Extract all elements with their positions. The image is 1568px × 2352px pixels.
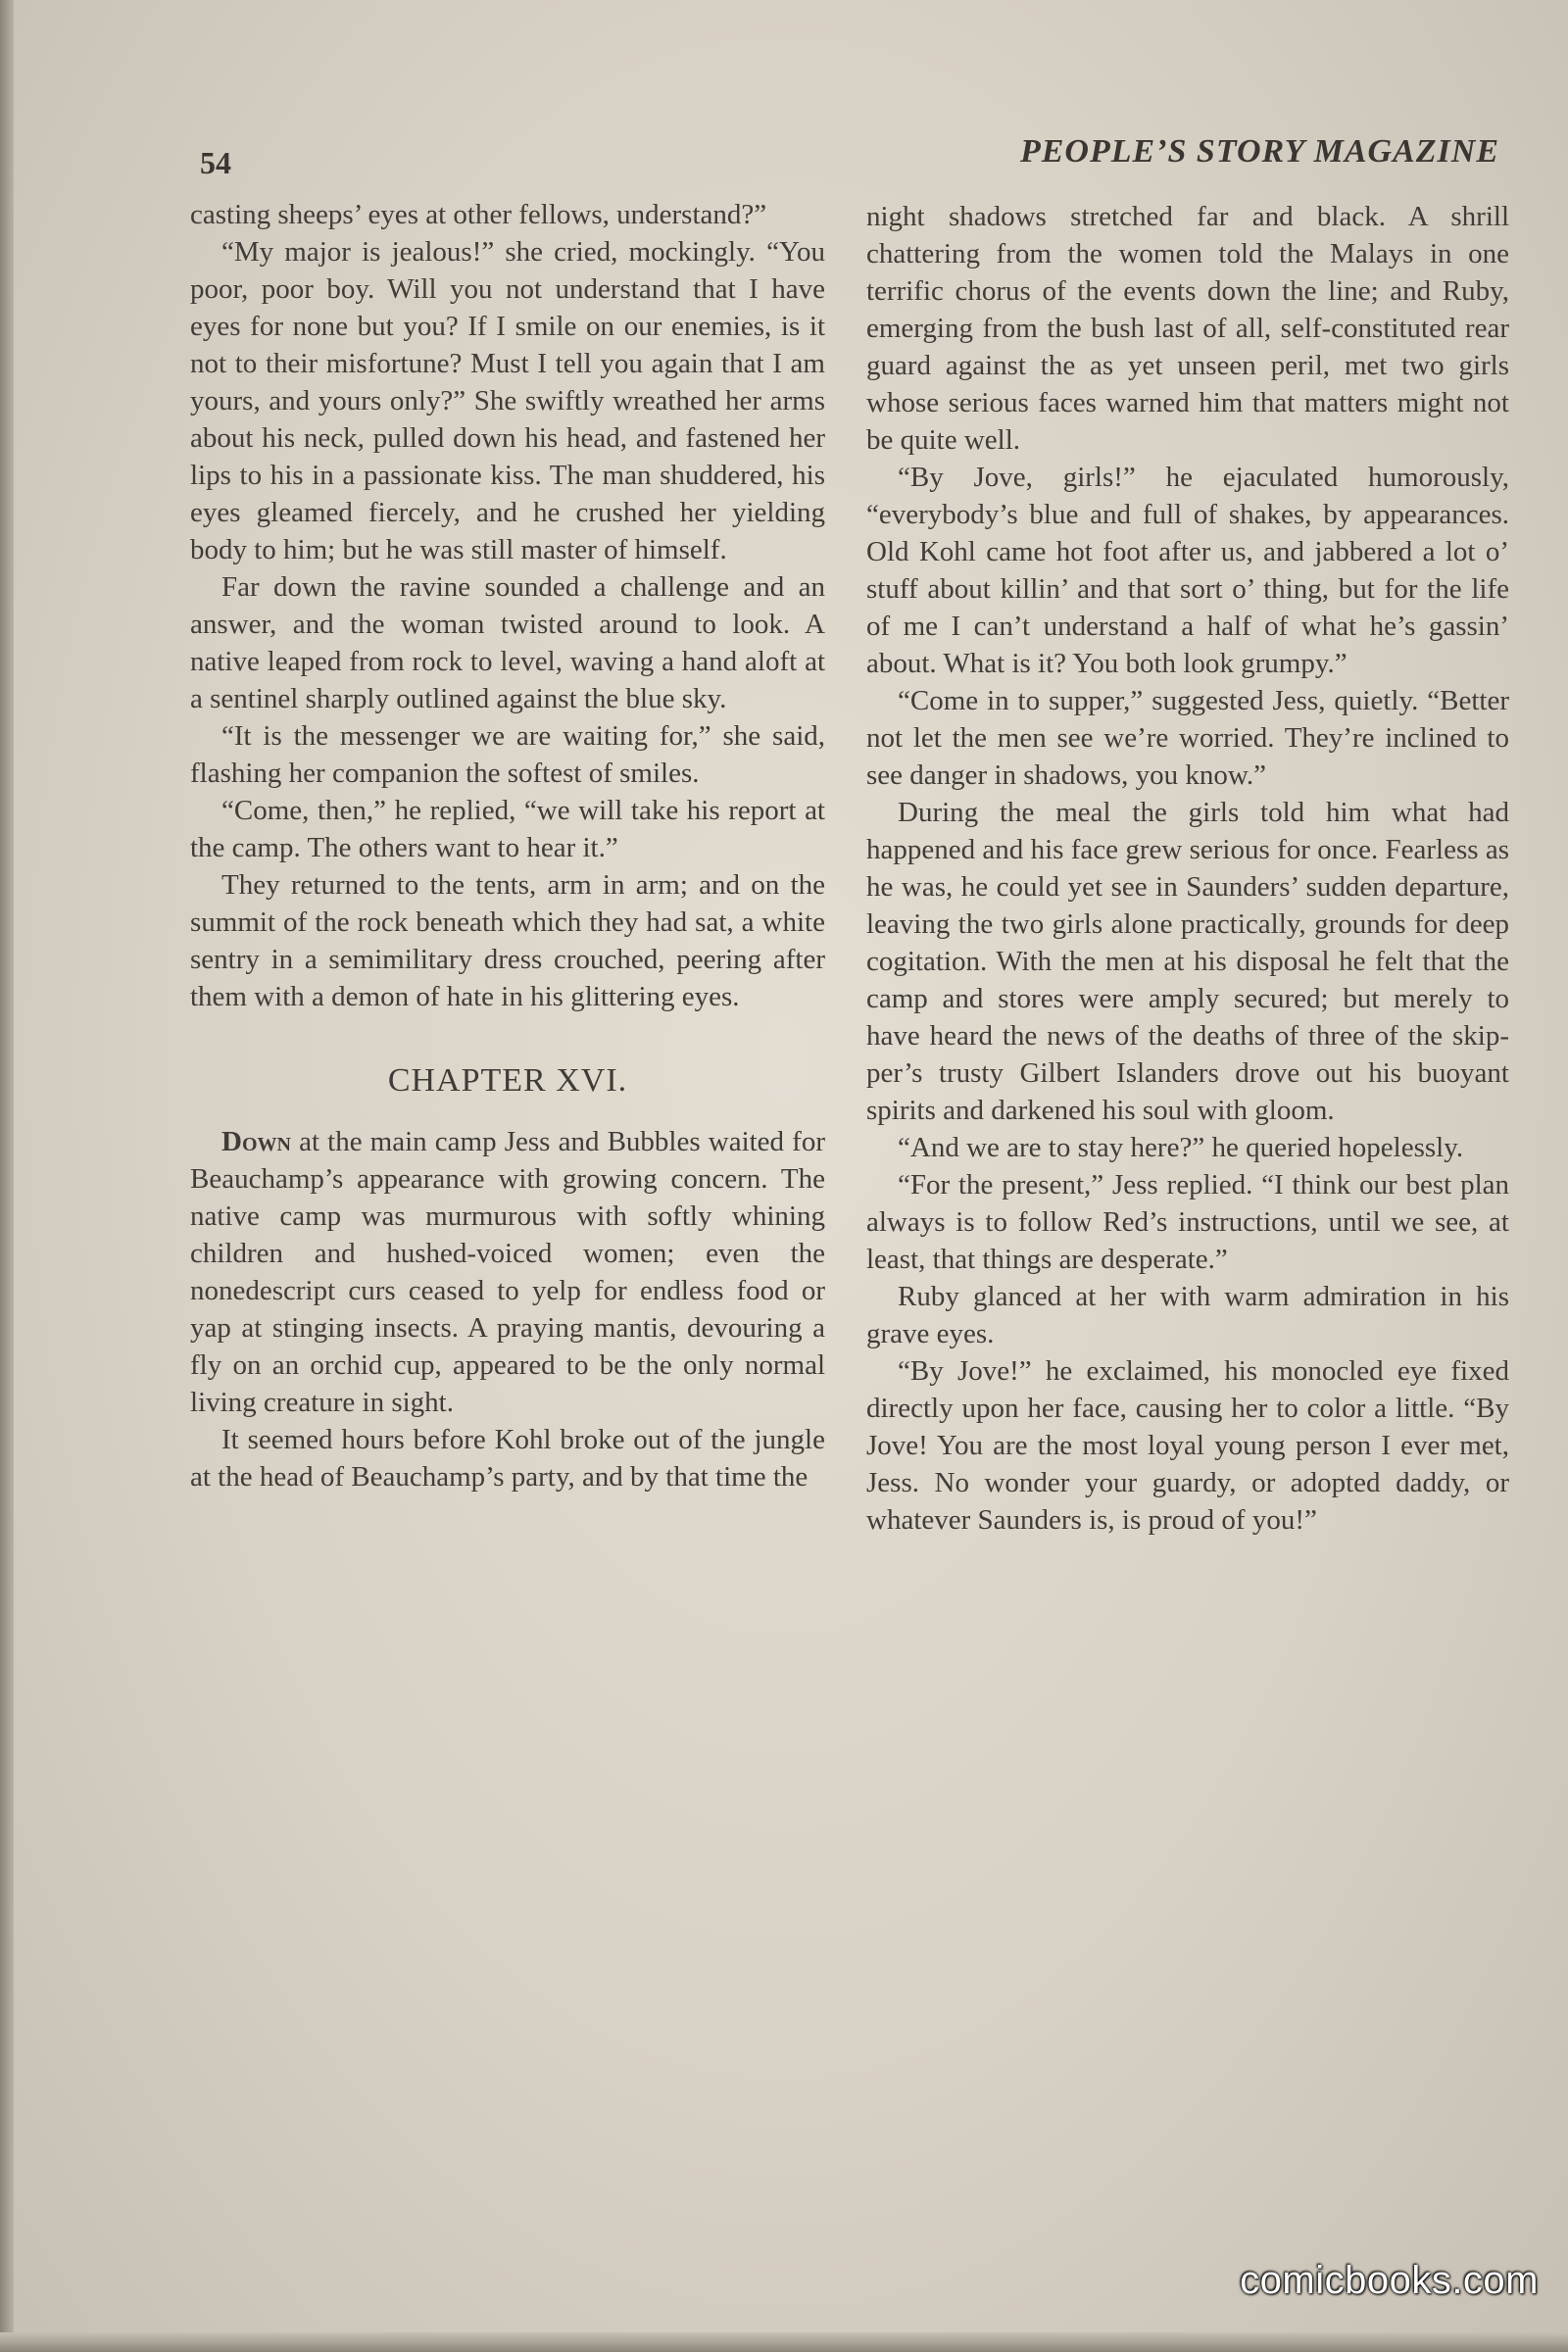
paragraph: “It is the messenger we are waiting for,” she said, flashing her companion the softest of smiles. — [190, 720, 825, 789]
page-number: 54 — [200, 145, 231, 180]
chapter-lead-word: Down — [221, 1126, 291, 1157]
right-column — [866, 198, 1509, 1539]
left-column — [190, 196, 825, 1495]
paragraph-text: at the main camp Jess and Bubbles waited for Beauchamp’s appearance with growing concern. The native camp was murmurous with softly whining children and hushed-voiced women; even the nonedescript curs ceased to yelp for endless food or yap at stinging insects. A praying mantis, devouring a fly on an orchid cup, appeared to be the only normal living creature in sight. — [190, 1126, 825, 1418]
paragraph: “Come, then,” he replied, “we will take his report at the camp. The others want to hear it.” — [190, 795, 825, 863]
paragraph: “And we are to stay here?” he queried hopelessly. — [898, 1132, 1464, 1163]
site-watermark: comicbooks.com — [1240, 2259, 1539, 2302]
paragraph: Far down the ravine sounded a challenge and an answer, and the woman twisted around to look. A native leaped from rock to level, waving a hand aloft at a sentinel sharply outlined against the blue sky. — [190, 571, 825, 714]
page-bottom-shadow — [0, 2332, 1568, 2352]
running-head: PEOPLE’S STORY MAGAZINE — [1019, 133, 1499, 170]
paragraph: “Come in to supper,” suggested Jess, quietly. “Better not let the men see we’re worried. They’re inclined to see danger in shadows, you know.” — [866, 685, 1509, 791]
paragraph: During the meal the girls told him what had happened and his face grew serious for once. Fearless as he was, he could yet see in Saunders’ sudden departure, leaving the two girls alone practically, grounds for deep cogitation. With the men at his disposal he felt that the camp and stores were amply secured; but merely to have heard the news of the deaths of three of the skipper’s trusty Gilbert Islanders drove out his buoyant spirits and darkened his soul with gloom. — [866, 797, 1509, 1126]
paragraph: casting sheeps’ eyes at other fellows, understand?” — [190, 199, 767, 230]
paragraph: “For the present,” Jess replied. “I think our best plan always is to follow Red’s instructions, until we see, at least, that things are desperate.” — [866, 1169, 1509, 1275]
paragraph — [190, 1123, 825, 1421]
paragraph: “By Jove, girls!” he ejaculated humorously, “everybody’s blue and full of shakes, by appearances. Old Kohl came hot foot after us, and jabbered a lot o’ stuff about killin’ and that sort o’ thing, but for the life of me I can’t understand a half of what he’s gassin’ about. What is it? You both look grumpy.” — [866, 462, 1509, 679]
paragraph: They returned to the tents, arm in arm; and on the summit of the rock beneath which they had sat, a white sentry in a semimilitary dress crouched, peering after them with a demon of hate in his glittering eyes. — [190, 869, 825, 1012]
paragraph: It seemed hours before Kohl broke out of the jungle at the head of Beauchamp’s party, and by that time the — [190, 1424, 825, 1493]
page-spine-shadow — [0, 0, 14, 2352]
paragraph: night shadows stretched far and black. A shrill chattering from the women told the Malays in one terrific chorus of the events down the line; and Ruby, emerging from the bush last of all, self-constituted rear guard against the as yet unseen peril, met two girls whose serious faces warned him that matters might not be quite well. — [866, 201, 1509, 456]
paragraph: Ruby glanced at her with warm admiration in his grave eyes. — [866, 1281, 1509, 1349]
paragraph: “By Jove!” he exclaimed, his monocled eye fixed directly upon her face, causing her to color a little. “By Jove! You are the most loyal young person I ever met, Jess. No wonder your guardy, or adopted daddy, or whatever Saunders is, is proud of you!” — [866, 1355, 1509, 1536]
chapter-heading: CHAPTER XVI. — [387, 1062, 628, 1099]
paragraph: “My major is jealous!” she cried, mockingly. “You poor, poor boy. Will you not understand that I have eyes for none but you? If I smile on our enemies, is it not to their misfortune? Must I tell you again that I am yours, and yours only?” She swiftly wreathed her arms about his neck, pulled down his head, and fastened her lips to his in a passionate kiss. The man shuddered, his eyes gleamed fiercely, and he crushed her yielding body to him; but he was still master of himself. — [190, 236, 825, 565]
